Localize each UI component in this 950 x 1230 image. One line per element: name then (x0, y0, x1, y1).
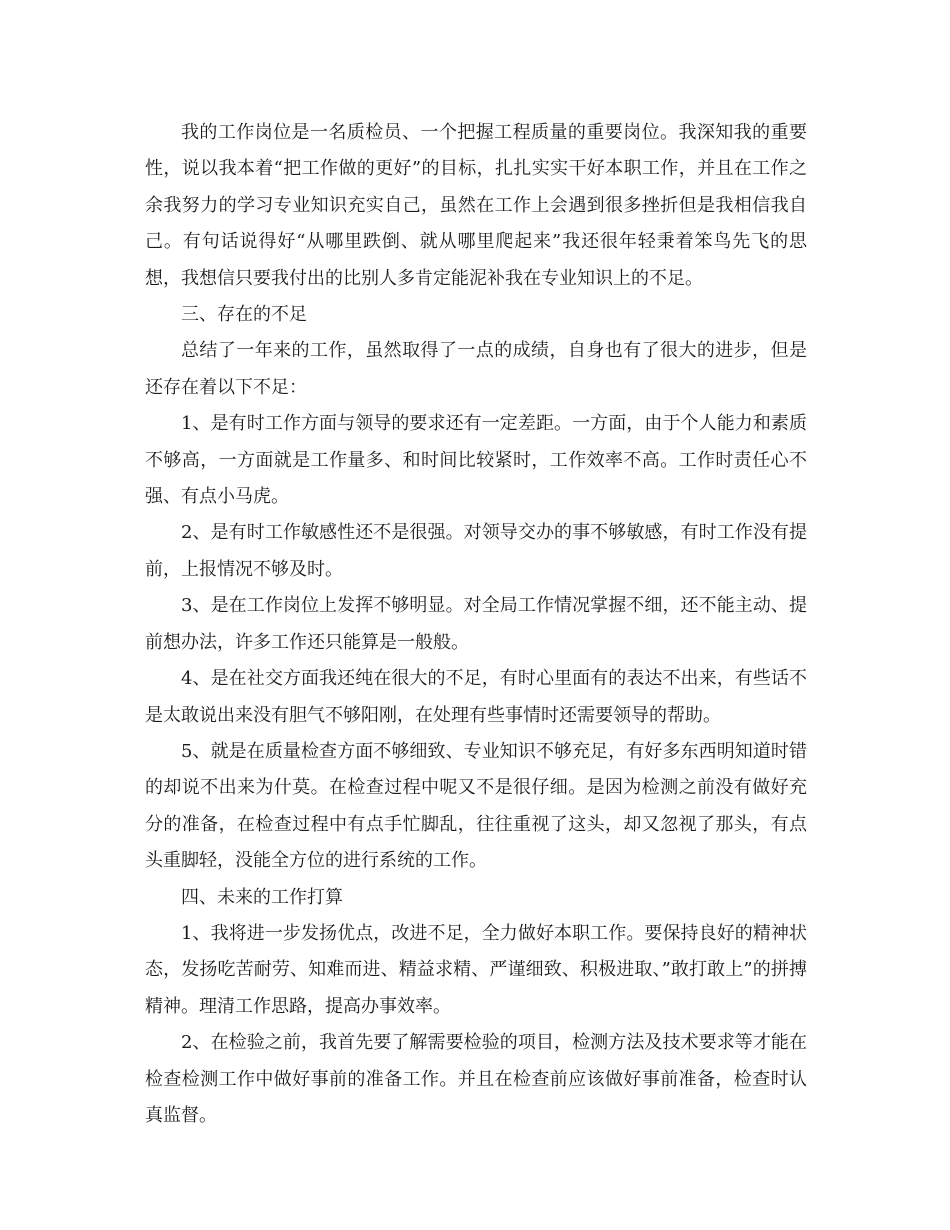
section-heading-shortcomings: 三、存在的不足 (181, 304, 307, 326)
paragraph-shortcoming-2: 2、是有时工作敏感性还不是很强。对领导交办的事不够敏感，有时工作没有提前，上报情况不够及时。 (145, 522, 807, 580)
section-heading-future-plans: 四、未来的工作打算 (181, 886, 343, 908)
paragraph-shortcoming-1: 1、是有时工作方面与领导的要求还有一定差距。一方面，由于个人能力和素质不够高，一方面就是工作量多、和时间比较紧时，工作效率不高。工作时责任心不强、有点小马虎。 (145, 413, 807, 508)
document-body (145, 115, 807, 1134)
paragraph-shortcoming-5: 5、就是在质量检查方面不够细致、专业知识不够充足，有好多东西明知道时错的却说不出来为什莫。在检查过程中呢又不是很仔细。是因为检测之前没有做好充分的准备，在检查过程中有点手忙脚乱，往往重视了这头，却又忽视了那头，有点头重脚轻，没能全方位的进行系统的工作。 (145, 740, 807, 872)
paragraph-job-role: 我的工作岗位是一名质检员、一个把握工程质量的重要岗位。我深知我的重要性，说以我本着“把工作做的更好”的目标，扎扎实实干好本职工作，并且在工作之余我努力的学习专业知识充实自己，虽然在工作上会遇到很多挫折但是我相信我自己。有句话说得好“从哪里跌倒、就从哪里爬起来”我还很年轻秉着笨鸟先飞的思想，我想信只要我付出的比别人多肯定能泥补我在专业知识上的不足。 (145, 122, 807, 289)
paragraph-plan-2: 2、在检验之前，我首先要了解需要检验的项目，检测方法及技术要求等才能在检查检测工作中做好事前的准备工作。并且在检查前应该做好事前准备，检查时认真监督。 (145, 1032, 807, 1126)
paragraph-plan-1: 1、我将进一步发扬优点，改进不足，全力做好本职工作。要保持良好的精神状态，发扬吃苦耐劳、知难而进、精益求精、严谨细致、积极进取、”敢打敢上”的拼搏精神。理清工作思路，提高办事效率。 (145, 922, 807, 1017)
paragraph-shortcoming-4: 4、是在社交方面我还纯在很大的不足，有时心里面有的表达不出来，有些话不是太敢说出来没有胆气不够阳刚，在处理有些事情时还需要领导的帮助。 (145, 668, 807, 726)
paragraph-shortcomings-intro: 总结了一年来的工作，虽然取得了一点的成绩，自身也有了很大的进步，但是还存在着以下不足： (145, 340, 807, 398)
paragraph-shortcoming-3: 3、是在工作岗位上发挥不够明显。对全局工作情况掌握不细，还不能主动、提前想办法，许多工作还只能算是一般般。 (145, 595, 807, 653)
